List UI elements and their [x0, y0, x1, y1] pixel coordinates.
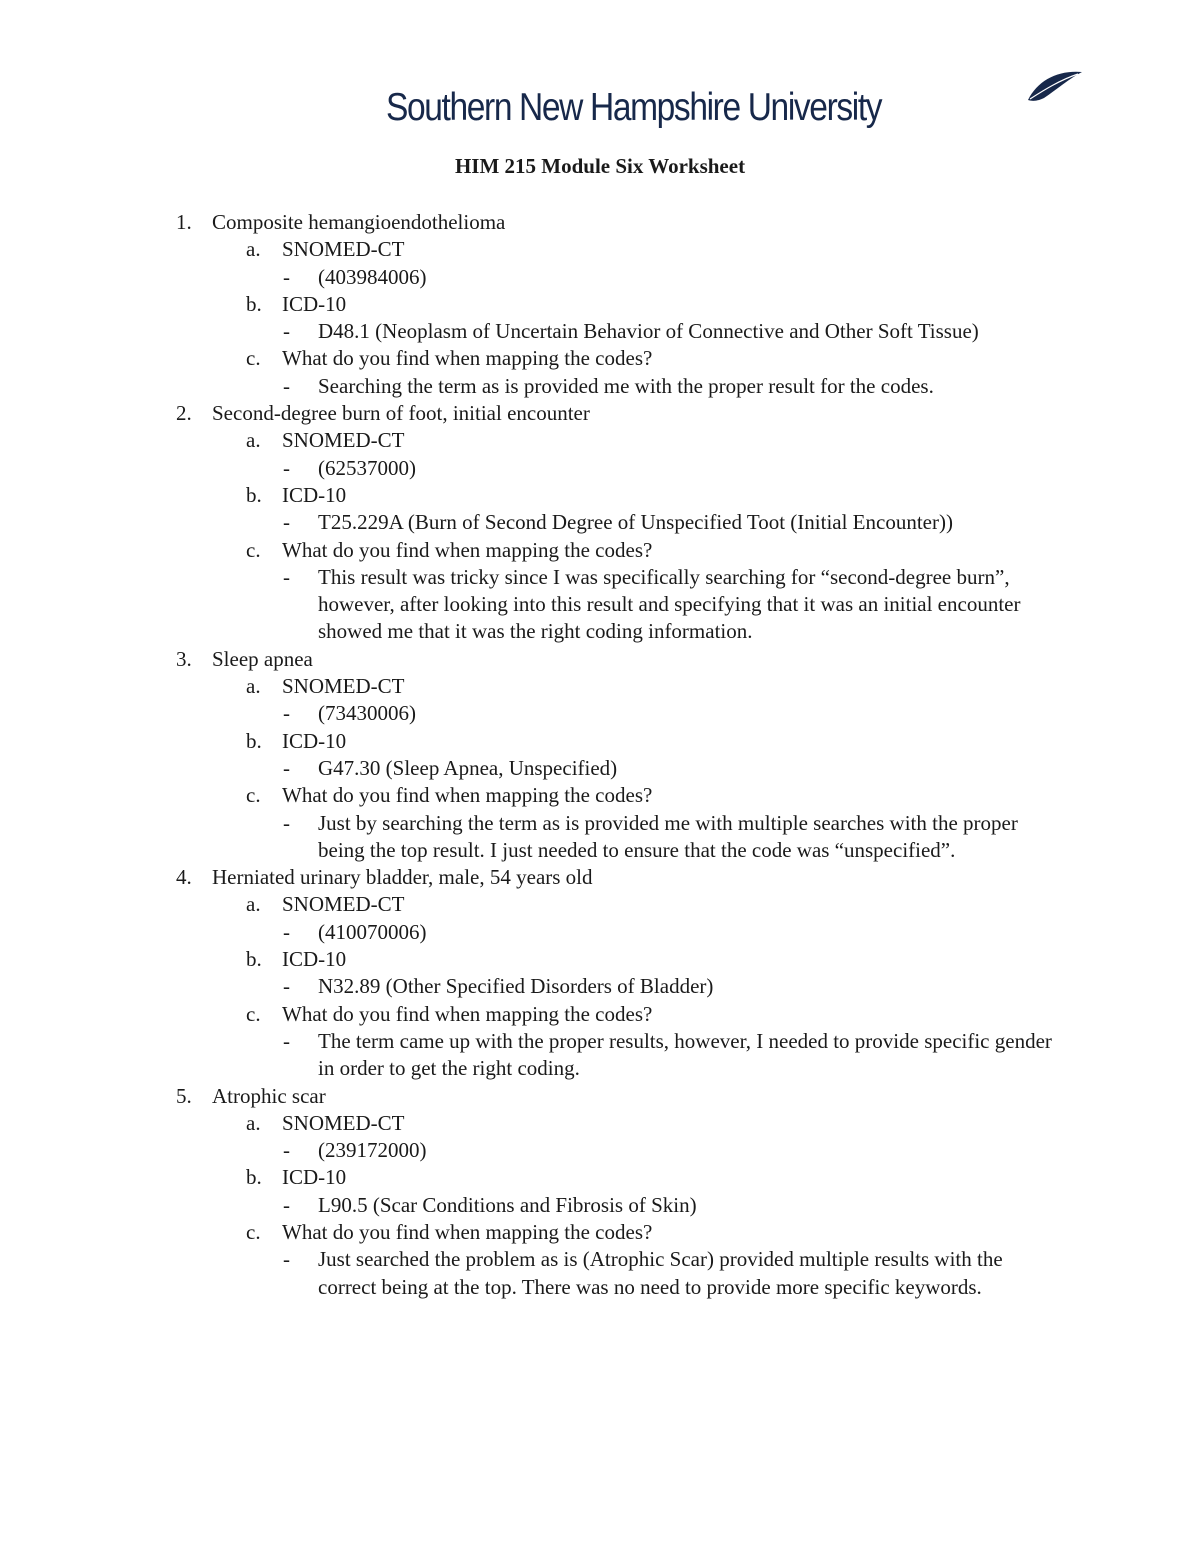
item-term: Sleep apnea: [212, 646, 313, 671]
list-item: [0, 1083, 1200, 1110]
sub-item: [0, 291, 1200, 318]
sub-letter: a.: [246, 237, 261, 262]
answer-line: - The term came up with the proper results, however, I needed to provide specific gender in order to get the right coding.: [283, 1028, 1052, 1081]
item-number: 4.: [176, 865, 192, 890]
sub-label: SNOMED-CT: [282, 674, 405, 699]
sub-item: [0, 1164, 1200, 1191]
sub-letter: b.: [246, 291, 262, 316]
sub-letter: c.: [246, 537, 261, 562]
page-title: HIM 215 Module Six Worksheet: [454, 154, 746, 178]
sub-label: SNOMED-CT: [282, 237, 405, 262]
university-logo: [386, 66, 882, 138]
item-number: 2.: [176, 401, 192, 426]
sub-letter: a.: [246, 1110, 261, 1135]
sub-label: What do you find when mapping the codes?: [282, 1219, 653, 1244]
leaf-icon: [1024, 68, 1084, 104]
answer-text: D48.1 (Neoplasm of Uncertain Behavior of Connective and Other Soft Tissue): [318, 319, 979, 344]
sub-item: [0, 1110, 1200, 1137]
answer-line: - (62537000): [283, 455, 416, 480]
sub-item: [0, 782, 1200, 809]
sub-letter: c.: [246, 346, 261, 371]
sub-letter: b.: [246, 947, 262, 972]
answer-text: (403984006): [318, 264, 427, 289]
sub-letter: c.: [246, 783, 261, 808]
item-term: Herniated urinary bladder, male, 54 years old: [212, 865, 593, 890]
list-item: [0, 400, 1200, 427]
answer-line: - D48.1 (Neoplasm of Uncertain Behavior of Connective and Other Soft Tissue): [283, 319, 979, 344]
sub-letter: a.: [246, 428, 261, 453]
answer-line: - Just searched the problem as is (Atrophic Scar) provided multiple results with the correct being at the top. There was no need to provide more specific keywords.: [283, 1247, 1003, 1299]
answer-text: Searching the term as is provided me with the proper result for the codes.: [318, 373, 934, 398]
sub-item: [0, 537, 1200, 564]
sub-item: [0, 1219, 1200, 1246]
sub-item: [0, 1001, 1200, 1028]
sub-label: SNOMED-CT: [282, 428, 405, 453]
sub-label: What do you find when mapping the codes?: [282, 1001, 653, 1026]
answer-line: - G47.30 (Sleep Apnea, Unspecified): [283, 755, 618, 780]
answer-line: - (73430006): [283, 701, 416, 726]
answer-line: - Searching the term as is provided me with the proper result for the codes.: [283, 373, 934, 398]
list-item: [0, 646, 1200, 673]
answer-line: - L90.5 (Scar Conditions and Fibrosis of Skin): [283, 1192, 697, 1217]
answer-line: - N32.89 (Other Specified Disorders of Bladder): [283, 974, 714, 999]
answer-text: (73430006): [318, 701, 416, 726]
sub-item: [0, 427, 1200, 454]
item-term: Second-degree burn of foot, initial encounter: [212, 401, 590, 426]
sub-label: What do you find when mapping the codes?: [282, 537, 653, 562]
sub-letter: c.: [246, 1219, 261, 1244]
answer-line: - This result was tricky since I was specifically searching for “second-degree burn”, however, after looking into this result and specifying that it was an initial encounter showed me that it was the right coding information.: [283, 564, 1021, 644]
answer-text: (62537000): [318, 455, 416, 480]
item-number: 1.: [176, 210, 192, 234]
sub-letter: c.: [246, 1001, 261, 1026]
sub-item: [0, 728, 1200, 755]
item-term: Atrophic scar: [212, 1083, 326, 1108]
sub-label: ICD-10: [282, 947, 347, 972]
sub-letter: b.: [246, 728, 262, 753]
sub-item: [0, 482, 1200, 509]
sub-label: SNOMED-CT: [282, 1110, 405, 1135]
list-item: [0, 209, 1200, 236]
answer-text: Just by searching the term as is provided me with multiple searches with the proper being the top result. I just needed to ensure that the code was “unspecified”.: [318, 810, 1018, 862]
logo-text: Southern New Hampshire University: [386, 86, 882, 129]
sub-item: [0, 946, 1200, 973]
sub-label: SNOMED-CT: [282, 892, 405, 917]
sub-item: [0, 673, 1200, 700]
answer-line: - (403984006): [283, 264, 427, 289]
answer-text: (410070006): [318, 919, 427, 944]
answer-text: L90.5 (Scar Conditions and Fibrosis of Skin): [318, 1192, 697, 1217]
sub-label: What do you find when mapping the codes?: [282, 346, 653, 371]
sub-item: [0, 345, 1200, 372]
sub-item: [0, 891, 1200, 918]
answer-line: - T25.229A (Burn of Second Degree of Unspecified Toot (Initial Encounter)): [283, 510, 953, 535]
sub-letter: a.: [246, 674, 261, 699]
answer-text: Just searched the problem as is (Atrophic Scar) provided multiple results with the correct being at the top. There was no need to provide more specific keywords.: [318, 1247, 1003, 1299]
answer-text: The term came up with the proper results, however, I needed to provide specific gender in order to get the right coding.: [318, 1028, 1052, 1081]
sub-label: ICD-10: [282, 1165, 347, 1190]
list-item: [0, 864, 1200, 891]
sub-letter: b.: [246, 1165, 262, 1190]
sub-label: ICD-10: [282, 728, 347, 753]
item-term: Composite hemangioendothelioma: [212, 210, 506, 234]
sub-item: [0, 236, 1200, 263]
sub-label: ICD-10: [282, 291, 347, 316]
item-number: 3.: [176, 646, 192, 671]
answer-line: - (239172000): [283, 1138, 427, 1163]
answer-line: - Just by searching the term as is provided me with multiple searches with the proper being the top result. I just needed to ensure that the code was “unspecified”.: [283, 810, 1018, 862]
sub-letter: b.: [246, 482, 262, 507]
sub-label: ICD-10: [282, 482, 347, 507]
answer-text: (239172000): [318, 1138, 427, 1163]
sub-label: What do you find when mapping the codes?: [282, 783, 653, 808]
sub-letter: a.: [246, 892, 261, 917]
worksheet-list: [0, 209, 1200, 1301]
item-number: 5.: [176, 1083, 192, 1108]
answer-text: This result was tricky since I was specifically searching for “second-degree burn”, however, after looking into this result and specifying that it was an initial encounter showed me that it was the right coding information.: [318, 564, 1021, 644]
answer-text: T25.229A (Burn of Second Degree of Unspecified Toot (Initial Encounter)): [318, 510, 953, 535]
answer-text: G47.30 (Sleep Apnea, Unspecified): [318, 755, 618, 780]
answer-text: N32.89 (Other Specified Disorders of Bladder): [318, 974, 714, 999]
answer-line: - (410070006): [283, 919, 427, 944]
